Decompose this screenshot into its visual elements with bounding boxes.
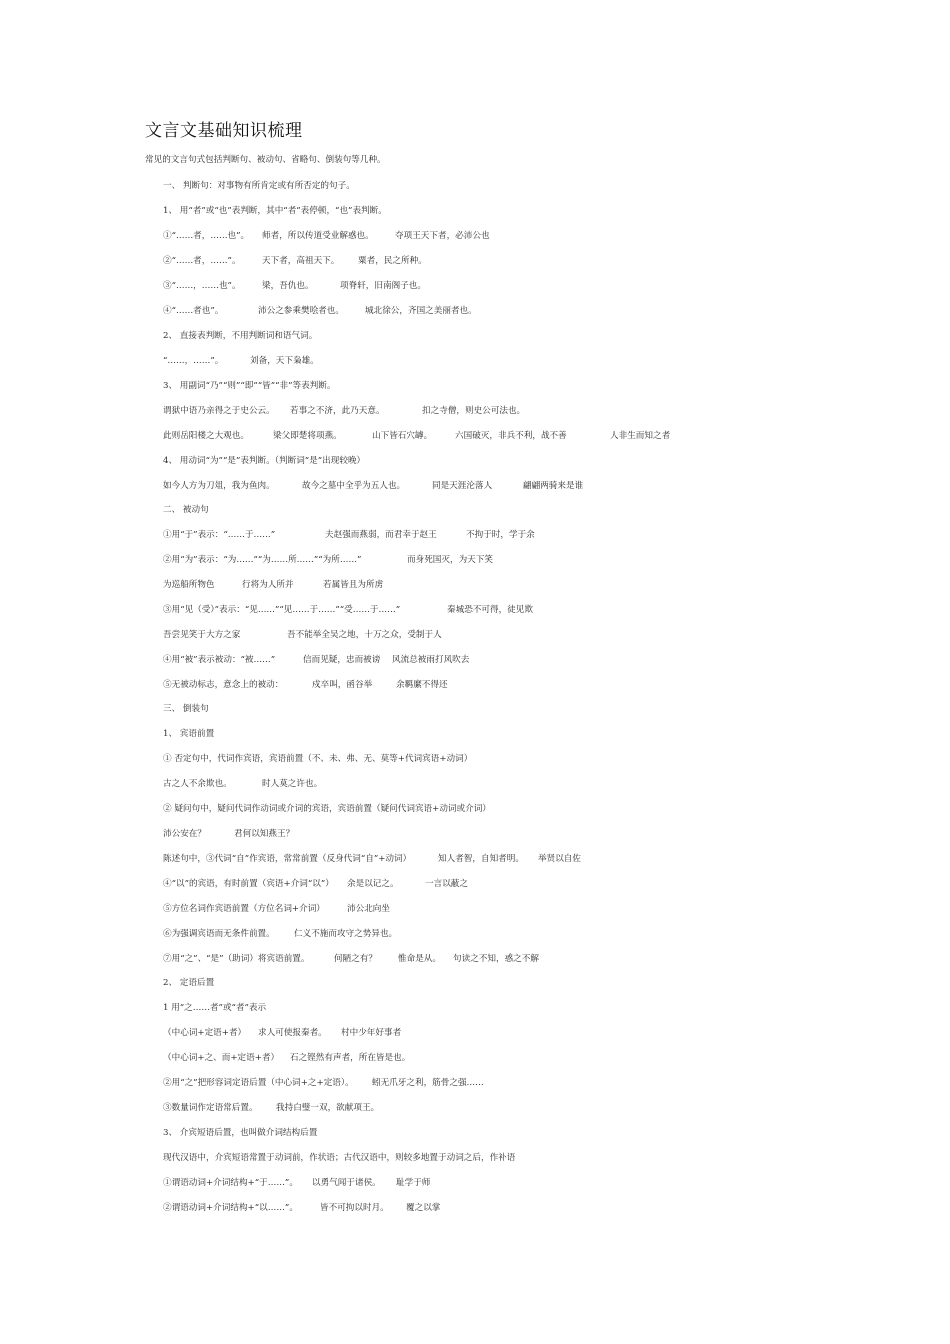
line-text: 古之人不余欺也。 xyxy=(163,779,232,789)
line-text: 三、 倒装句 xyxy=(163,704,209,714)
line-text: 一、 判断句：对事物有所肯定或有所否定的句子。 xyxy=(163,181,355,191)
example-sentence: 余是以记之。 xyxy=(347,879,399,889)
example-sentence: 刘备，天下枭雄。 xyxy=(250,356,319,366)
line-text: 吾尝见笑于大方之家 xyxy=(163,630,241,640)
line-text: ⑦用“之”、“是”（助词）将宾语前置。 xyxy=(163,954,310,964)
line-text: ⑥为强调宾语而无条件前置。 xyxy=(163,929,275,939)
example-sentence: 师者，所以传道受业解惑也。 xyxy=(262,231,374,241)
line-text: ④“……者也”。 xyxy=(163,306,224,316)
example-sentence: 行将为人所并 xyxy=(242,580,294,590)
example-sentence: 人非生而知之者 xyxy=(610,431,671,441)
line-text: 3、 用副词“乃”“则”“即”“皆”“非”等表判断。 xyxy=(163,381,336,391)
line-text: ①“……者，……也”。 xyxy=(163,231,250,241)
example-sentence: 风流总被雨打风吹去 xyxy=(392,655,470,665)
example-sentence: 皆不可拘以时月。 xyxy=(320,1203,389,1213)
example-sentence: 时人莫之许也。 xyxy=(262,779,323,789)
example-sentence: 覆之以掌 xyxy=(406,1203,441,1213)
line-text: 2、 定语后置 xyxy=(163,978,215,988)
example-sentence: 余羁縻不得还 xyxy=(396,680,448,690)
example-sentence: 而身死国灭，为天下笑 xyxy=(407,555,493,565)
example-sentence: 项脊轩，旧南阁子也。 xyxy=(340,281,426,291)
line-text: （中心词+之、而+定语+者） xyxy=(163,1053,280,1063)
line-text: 1、 宾语前置 xyxy=(163,729,215,739)
example-sentence: 不拘于时，学于余 xyxy=(466,530,535,540)
example-sentence: 夺项王天下者，必沛公也 xyxy=(395,231,490,241)
line-text: 1、 用“者”或“也”表判断，其中“者”表停顿，“也”表判断。 xyxy=(163,206,387,216)
example-sentence: 沛公之参乘樊哙者也。 xyxy=(258,306,344,316)
example-sentence: 句读之不知，惑之不解 xyxy=(453,954,539,964)
line-text: ③用“见（受）”表示：“见……”“见……于……”“受……于……” xyxy=(163,605,401,615)
example-sentence: 故今之墓中全乎为五人也。 xyxy=(302,481,406,491)
line-text: ②用“之”把形容词定语后置（中心词+之+定语）。 xyxy=(163,1078,354,1088)
example-sentence: 吾不能举全吴之地，十万之众，受制于人 xyxy=(287,630,442,640)
example-sentence: 仁义不施而攻守之势异也。 xyxy=(294,929,398,939)
example-sentence: 一言以蔽之 xyxy=(425,879,468,889)
line-text: 为巡船所物色 xyxy=(163,580,215,590)
line-text: ①谓语动词+介词结构+“于……”。 xyxy=(163,1178,298,1188)
example-sentence: 举贤以自佐 xyxy=(538,854,581,864)
line-text: ①用“于”表示：“……于……” xyxy=(163,530,276,540)
line-text: 1 用“之……者”或“者”表示 xyxy=(163,1003,267,1013)
example-sentence: 君何以知燕王？ xyxy=(234,829,295,839)
example-sentence: 扣之寺僧，则史公可法也。 xyxy=(422,406,526,416)
example-sentence: 梁父即楚将项燕。 xyxy=(273,431,342,441)
example-sentence: 以勇气闻于诸侯。 xyxy=(312,1178,381,1188)
example-sentence: 何陋之有？ xyxy=(334,954,377,964)
example-sentence: 知人者智，自知者明。 xyxy=(438,854,524,864)
example-sentence: 城北徐公，齐国之美丽者也。 xyxy=(365,306,477,316)
line-text: 如今人方为刀俎，我为鱼肉。 xyxy=(163,481,275,491)
example-sentence: 山下皆石穴罅。 xyxy=(372,431,433,441)
line-text: （中心词+定语+者） xyxy=(163,1028,247,1038)
line-text: ②用“为”表示：“为……”“为……所……”“为所……” xyxy=(163,555,362,565)
line-text: ③“……，……也”。 xyxy=(163,281,241,291)
example-sentence: 秦城恐不可得，徒见欺 xyxy=(447,605,533,615)
example-sentence: 沛公北向坐 xyxy=(347,904,390,914)
example-sentence: 若属皆且为所虏 xyxy=(323,580,384,590)
line-text: ⑤无被动标志，意念上的被动： xyxy=(163,680,284,690)
example-sentence: 六国破灭，非兵不利，战不善 xyxy=(455,431,567,441)
line-text: ②“……者，……”。 xyxy=(163,256,241,266)
line-text: ④用“被”表示被动：“被……” xyxy=(163,655,276,665)
line-text: ② 疑问句中，疑问代词作动词或介词的宾语，宾语前置（疑问代词宾语+动词或介词） xyxy=(163,804,491,814)
line-text: ⑤方位名词作宾语前置（方位名词+介词） xyxy=(163,904,325,914)
line-text: ① 否定句中，代词作宾语，宾语前置（不、未、弗、无、莫等+代词宾语+动词） xyxy=(163,754,473,764)
example-sentence: 戍卒叫，函谷举 xyxy=(312,680,373,690)
line-text: 沛公安在？ xyxy=(163,829,206,839)
example-sentence: 村中少年好事者 xyxy=(341,1028,402,1038)
example-sentence: 梁，吾仇也。 xyxy=(262,281,314,291)
line-text: 3、 介宾短语后置，也叫做介词结构后置 xyxy=(163,1128,318,1138)
line-text: 陈述句中，③代词“自”作宾语，常常前置（反身代词“自”+动词） xyxy=(163,854,412,864)
line-text: 常见的文言句式包括判断句、被动句、省略句、倒装句等几种。 xyxy=(145,155,386,165)
line-text: 二、 被动句 xyxy=(163,505,209,515)
example-sentence: 蚓无爪牙之利，筋骨之强…… xyxy=(372,1078,484,1088)
example-sentence: 夫赵强而燕弱，而君幸于赵王 xyxy=(325,530,437,540)
example-sentence: 我持白璧一双，欲献项王。 xyxy=(276,1103,380,1113)
example-sentence: 粟者，民之所种。 xyxy=(358,256,427,266)
example-sentence: 信而见疑，忠而被谤 xyxy=(303,655,381,665)
example-sentence: 耻学于师 xyxy=(396,1178,431,1188)
line-text: 现代汉语中，介宾短语常置于动词前，作状语；古代汉语中，则较多地置于动词之后，作补语 xyxy=(163,1153,516,1163)
line-text: ③数量词作定语常后置。 xyxy=(163,1103,258,1113)
document-title: 文言文基础知识梳理 xyxy=(145,121,303,141)
example-sentence: 若事之不济，此乃天意。 xyxy=(290,406,385,416)
example-sentence: 天下者，高祖天下。 xyxy=(262,256,340,266)
line-text: ④“以”的宾语，有时前置（宾语+介词“以”） xyxy=(163,879,334,889)
example-sentence: 翩翩两骑来是谁 xyxy=(523,481,584,491)
example-sentence: 石之铿然有声者，所在皆是也。 xyxy=(290,1053,411,1063)
line-text: “……，……”。 xyxy=(163,356,224,366)
line-text: 4、 用动词“为”“是”表判断。（判断词“是”出现较晚） xyxy=(163,456,366,466)
line-text: ②谓语动词+介词结构+“以……”。 xyxy=(163,1203,298,1213)
example-sentence: 同是天涯沦落人 xyxy=(432,481,493,491)
example-sentence: 求人可使报秦者。 xyxy=(258,1028,327,1038)
line-text: 2、 直接表判断，不用判断词和语气词。 xyxy=(163,331,318,341)
example-sentence: 惟命是从。 xyxy=(398,954,441,964)
line-text: 谓狱中语乃亲得之于史公云。 xyxy=(163,406,275,416)
line-text: 此则岳阳楼之大观也。 xyxy=(163,431,249,441)
